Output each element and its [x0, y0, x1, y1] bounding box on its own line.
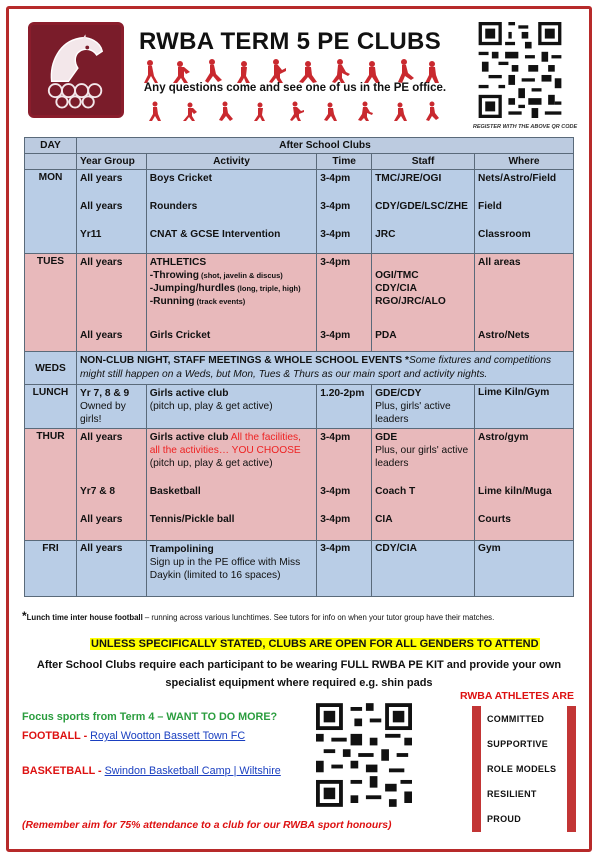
- office-question-text: Any questions come and see one of us in the PE office.: [143, 82, 447, 94]
- year-group-header: Year Group: [76, 154, 146, 170]
- list-item: COMMITTED: [487, 714, 545, 724]
- register-qr-code[interactable]: [478, 22, 562, 118]
- athlete-values-box: [472, 706, 576, 832]
- page-title: RWBA TERM 5 PE CLUBS: [138, 28, 441, 55]
- school-crest-logo: [28, 22, 124, 118]
- staff-header: Staff: [372, 154, 475, 170]
- table-row-tues: TUES All years All years ATHLETICS -Throwing (shot, javelin & discus) -Jumping/hurdles (long, triple, high) -Running (track events) Girls Cricket 3-4pm 3-4pm OGI/TMC CDY/CIA RGO/JRC/ALO PDA All areas Astro/Nets: [25, 254, 574, 352]
- football-club-line: FOOTBALL - Royal Wootton Bassett Town FC: [22, 730, 246, 742]
- day-weds: WEDS: [25, 352, 77, 385]
- table-row-weds: WEDS NON-CLUB NIGHT, STAFF MEETINGS & WHOLE SCHOOL EVENTS *Some fixtures and competitions might still happen on a Weds, but Mon, Tues & Thurs as our main sport and activity nights.: [25, 352, 574, 385]
- day-thur: THUR: [25, 429, 77, 541]
- column-header-row: [25, 154, 574, 170]
- where-header: Where: [475, 154, 574, 170]
- focus-sports-qr-code[interactable]: [316, 703, 412, 807]
- table-row-lunch: LUNCH Yr 7, 8 & 9 Owned by girls! Girls active club (pitch up, play & get active) 1.20-2pm GDE/CDY Plus, girls' active leaders Lime Kiln/Gym: [25, 385, 574, 429]
- pe-kit-notice: After School Clubs require each participant to be wearing FULL RWBA PE KIT and provide your own specialist equipment where required e.g. shin pads: [36, 659, 562, 689]
- attendance-reminder: (Remember aim for 75% attendance to a club for our RWBA sport honours): [22, 820, 392, 831]
- day-fri: FRI: [25, 541, 77, 597]
- basketball-camp-link[interactable]: Swindon Basketball Camp | Wiltshire: [104, 765, 281, 777]
- football-club-link[interactable]: Royal Wootton Bassett Town FC: [90, 730, 246, 742]
- athlete-silhouettes-top: [140, 58, 440, 84]
- athlete-silhouettes-bottom: [140, 100, 440, 122]
- table-row-thur: THUR All years Yr7 & 8 All years Girls active club All the facilities, all the activities… YOU CHOOSE (pitch up, play & get active) Basketball Tennis/Pickle ball 3-4pm 3-4pm 3-4pm GDE Plus, our girls' active leaders Coach T CIA Astro/gym Lime kiln/Muga Courts: [25, 429, 574, 541]
- day-lunch: LUNCH: [25, 385, 77, 429]
- list-item: PROUD: [487, 814, 522, 824]
- basketball-camp-line: BASKETBALL - Swindon Basketball Camp | Wiltshire: [22, 765, 281, 777]
- clubs-schedule-table: [24, 137, 574, 597]
- day-column-header: DAY: [25, 138, 77, 154]
- list-item: SUPPORTIVE: [487, 739, 549, 749]
- after-school-header: After School Clubs: [76, 138, 573, 154]
- all-genders-notice: UNLESS SPECIFICALLY STATED, CLUBS ARE OPEN FOR ALL GENDERS TO ATTEND: [91, 638, 539, 650]
- athletes-title: RWBA ATHLETES ARE: [460, 690, 574, 702]
- focus-sports-heading: Focus sports from Term 4 – WANT TO DO MORE?: [22, 711, 278, 723]
- table-header-row: [25, 138, 574, 154]
- list-item: ROLE MODELS: [487, 764, 557, 774]
- time-header: Time: [317, 154, 372, 170]
- list-item: RESILIENT: [487, 789, 537, 799]
- day-mon: MON: [25, 170, 77, 254]
- table-row-fri: FRI All years Trampolining Sign up in the PE office with Miss Daykin (limited to 16 spaces) 3-4pm CDY/CIA Gym: [25, 541, 574, 597]
- table-row-mon: MON All years All years Yr11 Boys Cricket Rounders CNAT & GCSE Intervention 3-4pm 3-4pm 3-4pm TMC/JRE/OGI CDY/GDE/LSC/ZHE JRC Nets/Astro/Field Field Classroom: [25, 170, 574, 254]
- qr-caption: REGISTER WITH THE ABOVE QR CODE: [472, 124, 578, 130]
- lunchtime-football-note: *Lunch time inter house football – running across various lunchtimes. See tutors for info on when your tutor group have their matches.: [22, 609, 495, 623]
- activity-header: Activity: [146, 154, 316, 170]
- day-tues: TUES: [25, 254, 77, 352]
